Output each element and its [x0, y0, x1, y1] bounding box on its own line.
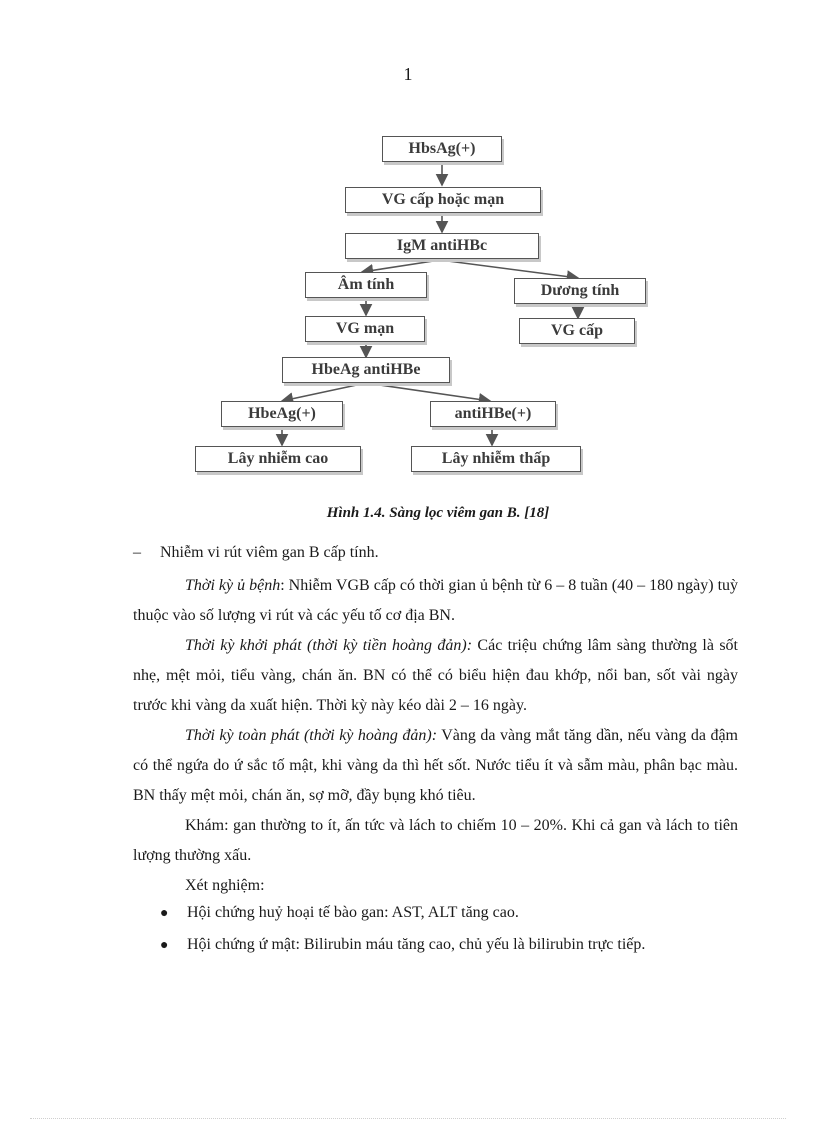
bullet-item	[160, 904, 519, 922]
flow-box-igm-antihbc: IgM antiHBc	[345, 233, 539, 259]
dash-list-item	[133, 544, 379, 562]
flow-box-antihbe-positive: antiHBe(+)	[430, 401, 556, 427]
flow-box-high-infectivity: Lây nhiễm cao	[195, 446, 361, 472]
flow-box-vg-acute: VG cấp	[519, 318, 635, 344]
paragraph-label: Thời kỳ khởi phát (thời kỳ tiền hoàng đản):	[185, 637, 473, 654]
flow-box-positive: Dương tính	[514, 278, 646, 304]
paragraph-label: Thời kỳ ủ bệnh	[185, 577, 281, 594]
paragraph-exam: Khám: gan thường to ít, ấn tức và lách to chiếm 10 – 20%. Khi cả gan và lách to tiên lượng thường xấu.	[133, 817, 738, 864]
paragraph-icteric: Thời kỳ toàn phát (thời kỳ hoàng đản): Vàng da vàng mắt tăng dần, nếu vàng da đậm có thể ngứa do ứ sắc tố mật, khi vàng da thì hết sốt. Nước tiểu ít và sẫm màu, phân bạc màu. BN thấy mệt mỏi, chán ăn, sợ mỡ, đầy bụng khó tiêu.	[133, 727, 739, 804]
bullet-icon: ●	[160, 938, 169, 953]
paragraph-label: Thời kỳ toàn phát (thời kỳ hoàng đản):	[185, 727, 438, 744]
flowchart	[0, 0, 816, 500]
paragraph-incubation: Thời kỳ ủ bệnh: Nhiễm VGB cấp có thời gian ủ bệnh từ 6 – 8 tuần (40 – 180 ngày) tuỳ thuộc vào số lượng vi rút và các yếu tố cơ địa BN.	[133, 577, 739, 624]
page-bottom-rule	[30, 1118, 786, 1119]
bullet-item	[160, 936, 645, 954]
paragraph-prodromal: Thời kỳ khởi phát (thời kỳ tiền hoàng đản): Các triệu chứng lâm sàng thường là sốt nhẹ, mệt mỏi, tiểu vàng, chán ăn. BN có thể có biểu hiện đau khớp, nổi ban, sốt vài ngày trước khi vàng da xuất hiện. Thời kỳ này kéo dài 2 – 16 ngày.	[133, 637, 738, 714]
flow-box-hbeag-antihbe: HbeAg antiHBe	[282, 357, 450, 383]
arrow-markers-hbeag	[282, 383, 366, 401]
paragraph-tests: Xét nghiệm:	[185, 877, 265, 894]
bullet-text: Hội chứng ứ mật: Bilirubin máu tăng cao, chủ yếu là bilirubin trực tiếp.	[187, 936, 646, 953]
figure-caption: Hình 1.4. Sàng lọc viêm gan B. [18]	[326, 505, 550, 521]
arrow-step2-positive	[440, 260, 578, 278]
dash-marker: –	[133, 544, 141, 561]
bullet-icon: ●	[160, 906, 169, 921]
flow-box-low-infectivity: Lây nhiễm thấp	[411, 446, 581, 472]
body-text	[133, 571, 738, 901]
bullet-text: Hội chứng huỷ hoại tế bào gan: AST, ALT tăng cao.	[187, 904, 519, 921]
flow-box-hbsag: HbsAg(+)	[382, 136, 502, 162]
flow-box-vg-chronic: VG mạn	[305, 316, 425, 342]
flow-box-hbeag-positive: HbeAg(+)	[221, 401, 343, 427]
flow-box-negative: Âm tính	[305, 272, 427, 298]
dash-item-text: Nhiễm vi rút viêm gan B cấp tính.	[160, 544, 379, 561]
flow-box-vg-acute-or-chronic: VG cấp hoặc mạn	[345, 187, 541, 213]
page-number: 1	[403, 64, 413, 84]
arrow-markers-antihbe	[366, 383, 490, 401]
arrow-step2-negative	[362, 260, 440, 272]
